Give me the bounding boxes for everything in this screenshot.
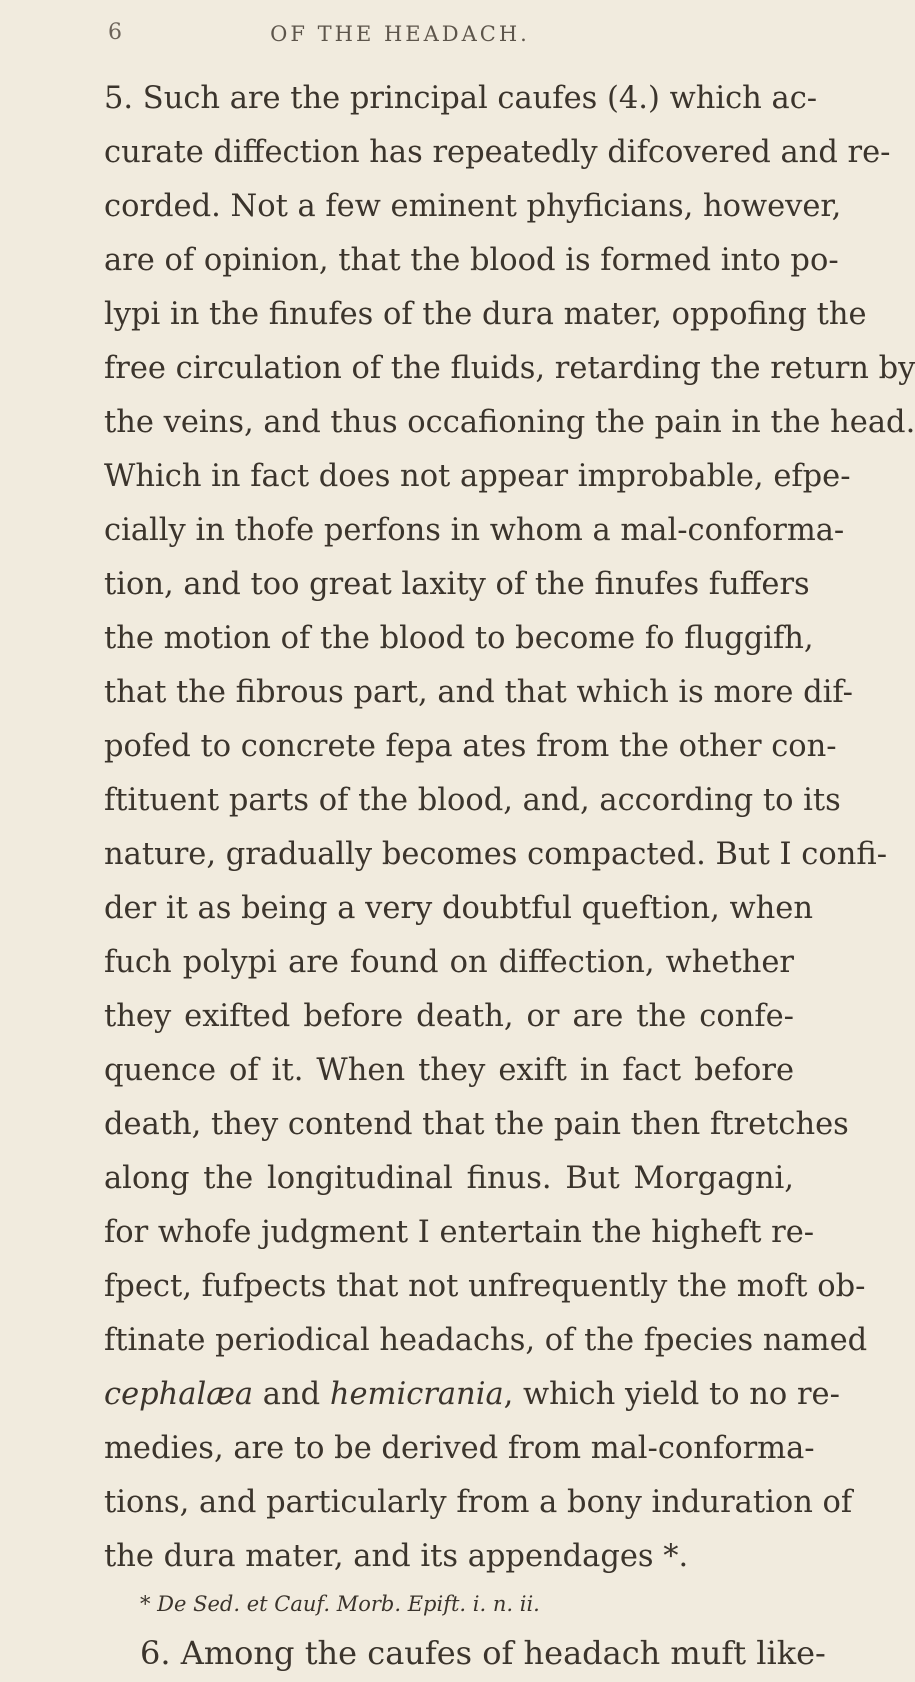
text-line: death, they contend that the pain then ftretches bbox=[104, 1107, 849, 1142]
text-line: free circulation of the fluids, retarding the return by bbox=[104, 351, 915, 386]
text-line: that the fibrous part, and that which is more dif- bbox=[104, 675, 853, 710]
text-line: are of opinion, that the blood is formed into po- bbox=[104, 243, 839, 278]
text-line: 5. Such are the principal caufes (4.) which ac- bbox=[104, 81, 818, 116]
page-number: 6 bbox=[108, 20, 122, 45]
text-line: the veins, and thus occafioning the pain in the head. bbox=[104, 405, 915, 440]
text-line: the dura mater, and its appendages *. bbox=[104, 1539, 689, 1574]
text-line: cially in thofe perfons in whom a mal-conforma- bbox=[104, 513, 845, 548]
text-line: corded. Not a few eminent phyficians, however, bbox=[104, 189, 842, 224]
text-line: the motion of the blood to become fo fluggifh, bbox=[104, 621, 814, 656]
conjunction: and bbox=[253, 1377, 330, 1412]
text-line: tions, and particularly from a bony induration of bbox=[104, 1485, 853, 1520]
next-section-start: 6. Among the caufes of headach muft like- bbox=[140, 1634, 826, 1672]
text-line: der it as being a very doubtful queftion, when bbox=[104, 891, 813, 926]
italic-term-cephalaea: cephalæa bbox=[104, 1377, 254, 1412]
text-line: medies, are to be derived from mal-conforma- bbox=[104, 1431, 815, 1466]
text-line: Which in fact does not appear improbable, efpe- bbox=[104, 459, 851, 494]
text-line: lypi in the finufes of the dura mater, oppofing the bbox=[104, 297, 867, 332]
text-line: fpect, fufpects that not unfrequently the moft ob- bbox=[104, 1269, 866, 1304]
running-title: OF THE HEADACH. bbox=[270, 22, 530, 46]
text-line: along the longitudinal finus. But Morgagni, bbox=[104, 1161, 794, 1196]
text-line: quence of it. When they exift in fact before bbox=[104, 1053, 794, 1088]
text-line: nature, gradually becomes compacted. But I confi- bbox=[104, 837, 888, 872]
text-line: ftituent parts of the blood, and, according to its bbox=[104, 783, 841, 818]
text-line: for whofe judgment I entertain the higheft re- bbox=[104, 1215, 815, 1250]
text-line: tion, and too great laxity of the finufes fuffers bbox=[104, 567, 810, 602]
text-line: ftinate periodical headachs, of the fpecies named bbox=[104, 1323, 868, 1358]
text-line: they exifted before death, or are the confe- bbox=[104, 999, 794, 1034]
footnote: * De Sed. et Cauf. Morb. Epift. i. n. ii. bbox=[140, 1592, 540, 1616]
text-line: fuch polypi are found on diffection, whether bbox=[104, 945, 794, 980]
running-head bbox=[0, 12, 800, 56]
text-line-italic-terms bbox=[104, 1368, 840, 1422]
text-line: pofed to concrete fepa ates from the other con- bbox=[104, 729, 837, 764]
body-text bbox=[104, 72, 915, 1682]
line-rest: , which yield to no re- bbox=[503, 1377, 840, 1412]
italic-term-hemicrania: hemicrania bbox=[329, 1377, 504, 1412]
text-line: curate diffection has repeatedly difcovered and re- bbox=[104, 135, 891, 170]
